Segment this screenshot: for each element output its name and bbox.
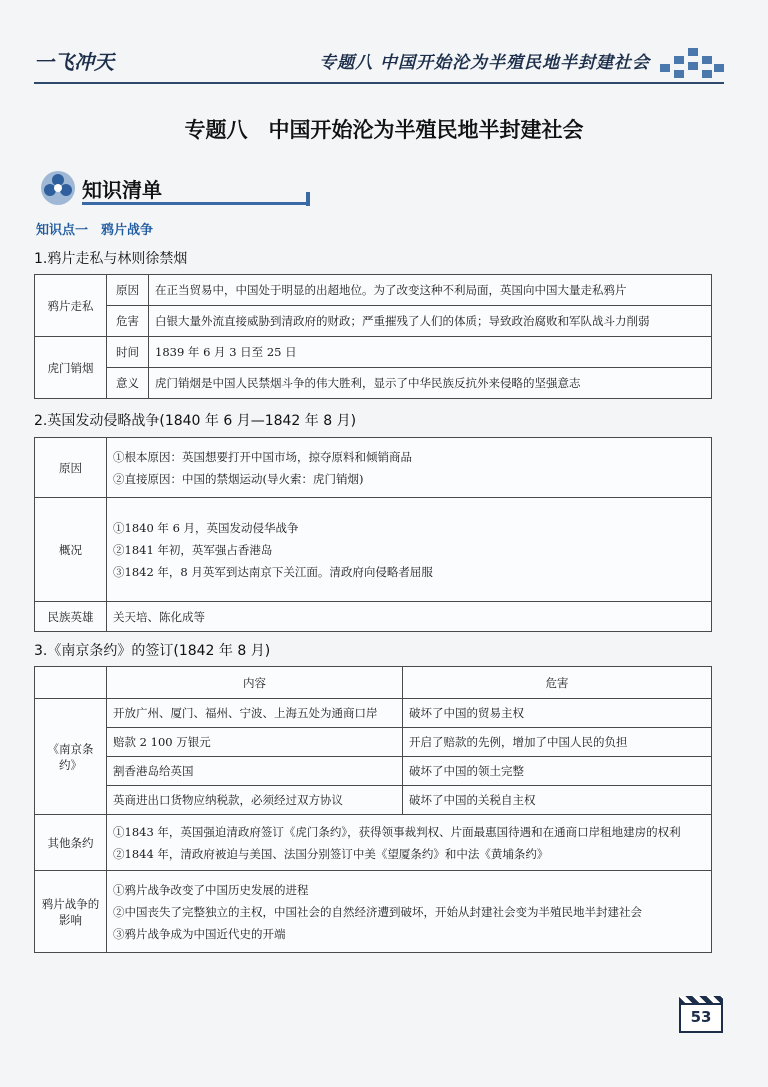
- treaty-harm: 开启了赔款的先例，增加了中国人民的负担: [403, 728, 712, 757]
- table-row: [35, 815, 712, 871]
- row-text: 虎门销烟是中国人民禁烟斗争的伟大胜利，显示了中华民族反抗外来侵略的坚强意志: [149, 368, 712, 399]
- row-group-label: 鸦片走私: [35, 275, 107, 337]
- table-row: [35, 337, 712, 368]
- section-1-title: 1.鸦片走私与林则徐禁烟: [34, 251, 188, 267]
- row-label: 原因: [107, 275, 149, 306]
- treaty-harm: 破坏了中国的贸易主权: [403, 699, 712, 728]
- row-text: 白银大量外流直接威胁到清政府的财政；严重摧残了人们的体质；导致政治腐败和军队战斗力削弱: [149, 306, 712, 337]
- banner-underline: [82, 202, 306, 205]
- chapter-title: 专题八 中国开始沦为半殖民地半封建社会: [184, 118, 584, 142]
- column-header: 内容: [107, 667, 403, 699]
- brand-logo: 一飞冲天: [34, 50, 114, 74]
- war-table: [34, 437, 712, 632]
- table-row: [35, 498, 712, 602]
- table-row: [35, 438, 712, 498]
- row-label: 鸦片战争的影响: [35, 871, 107, 953]
- impact-item: ①鸦片战争改变了中国历史发展的进程: [113, 882, 309, 897]
- page-number: 53: [679, 1003, 723, 1033]
- row-label: 意义: [107, 368, 149, 399]
- column-header: 危害: [403, 667, 712, 699]
- row-text: 在正当贸易中，中国处于明显的出超地位。为了改变这种不利局面，英国向中国大量走私鸦片: [149, 275, 712, 306]
- treaty-harm: 破坏了中国的领土完整: [403, 757, 712, 786]
- cause-item: ②直接原因：中国的禁烟运动(导火索：虎门销烟): [113, 471, 364, 486]
- section-3-title: 3.《南京条约》的签订(1842 年 8 月): [34, 643, 271, 659]
- table-row: [35, 786, 712, 815]
- row-label: 原因: [35, 438, 107, 498]
- overview-item: ③1842 年，8 月英军到达南京下关江面。清政府向侵略者屈服: [113, 564, 433, 579]
- overview-item: ②1841 年初，英军强占香港岛: [113, 542, 273, 557]
- other-treaty-item: ①1843 年，英国强迫清政府签订《虎门条约》，获得领事裁判权、片面最惠国待遇和在通商口岸租地建房的权利: [113, 824, 681, 839]
- table-row: [35, 699, 712, 728]
- banner-title: 知识清单: [82, 178, 162, 202]
- treaty-content: 开放广州、厦门、福州、宁波、上海五处为通商口岸: [107, 699, 403, 728]
- row-group-label: 《南京条约》: [35, 699, 107, 815]
- impact-item: ②中国丧失了完整独立的主权，中国社会的自然经济遭到破坏，开始从封建社会变为半殖民地半封建社会: [113, 904, 642, 919]
- table-row: [35, 602, 712, 632]
- decorative-blocks: [660, 44, 724, 80]
- row-group-label: 虎门销烟: [35, 337, 107, 399]
- table-header-row: [35, 667, 712, 699]
- table-row: [35, 368, 712, 399]
- treaty-table: [34, 666, 712, 953]
- cause-item: ①根本原因：英国想要打开中国市场，掠夺原料和倾销商品: [113, 449, 412, 464]
- row-label: 其他条约: [35, 815, 107, 871]
- table-row: [35, 275, 712, 306]
- row-label: 危害: [107, 306, 149, 337]
- treaty-content: 英商进出口货物应纳税款，必须经过双方协议: [107, 786, 403, 815]
- table-row: [35, 728, 712, 757]
- other-treaty-item: ②1844 年，清政府被迫与美国、法国分别签订中美《望厦条约》和中法《黄埔条约》: [113, 846, 549, 861]
- section-2-title: 2.英国发动侵略战争(1840 年 6 月—1842 年 8 月): [34, 413, 357, 429]
- table-row: [35, 306, 712, 337]
- opium-smuggling-table: [34, 274, 712, 399]
- row-label: 民族英雄: [35, 602, 107, 632]
- overview-item: ①1840 年 6 月，英国发动侵华战争: [113, 520, 299, 535]
- row-text: 1839 年 6 月 3 日至 25 日: [149, 337, 712, 368]
- table-row: [35, 757, 712, 786]
- knowledge-point-title: 知识点一 鸦片战争: [36, 223, 154, 238]
- row-label: 时间: [107, 337, 149, 368]
- running-title: 专题八 中国开始沦为半殖民地半封建社会: [319, 53, 650, 73]
- row-label: 概况: [35, 498, 107, 602]
- treaty-content: 赔款 2 100 万银元: [107, 728, 403, 757]
- treaty-harm: 破坏了中国的关税自主权: [403, 786, 712, 815]
- impact-item: ③鸦片战争成为中国近代史的开端: [113, 926, 286, 941]
- treaty-content: 割香港岛给英国: [107, 757, 403, 786]
- knowledge-list-banner: [40, 168, 270, 208]
- banner-underline-end: [306, 192, 310, 206]
- hero-text: 关天培、陈化成等: [107, 602, 712, 632]
- flower-icon: [40, 170, 76, 206]
- page-header: [34, 40, 724, 84]
- table-row: [35, 871, 712, 953]
